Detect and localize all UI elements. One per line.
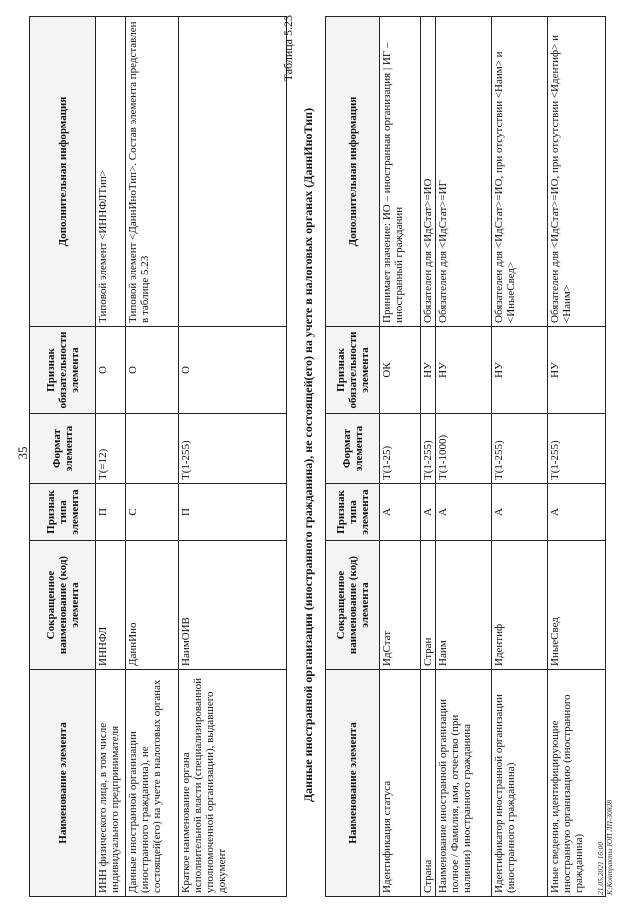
element-name-cell: Иные сведения, идентифицирующие иностранную организацию (иностранного гражданина) [548,670,606,897]
element-type-cell: А [548,484,606,541]
element-info-cell: Принимает значение: ИО – иностранная организация | ИГ – иностранный гражданин [380,17,421,327]
element-name-cell: Страна [421,670,436,897]
element-required-cell: НУ [492,327,548,414]
table-title: Данные иностранной организации (иностранного гражданина), не состоящей(его) на учете в налоговых органах (ДаннИноТип) [301,107,315,803]
footer-path: К;Контракты ЮП ЛП-30828 [605,799,614,895]
document-footer [596,800,614,895]
element-format-cell: T(=12) [96,414,126,484]
element-format-cell: T(1-1000) [436,414,492,484]
element-name-cell: Данные иностранной организации (иностранного гражданина), не состоящей(его) на учете в налоговых органах [126,670,179,897]
element-type-cell: П [96,484,126,541]
element-type-cell: А [436,484,492,541]
table-row [421,17,436,897]
column-header: Наименование элемента [30,670,96,897]
element-format-cell: T(1-255) [492,414,548,484]
element-info-cell: Обязателен для <ИдСтат>=ИО, при отсутствии <Наим> и <ИныеСвед> [492,17,548,327]
column-header: Признак обязательности элемента [326,327,380,414]
element-code-cell: ДаннИно [126,541,179,670]
element-name-cell: Краткое наименование органа исполнительной власти (специализированной уполномоченной организации), выдавшего документ [179,670,287,897]
table-number-label: Таблица 5.23 [281,15,295,82]
table-header-row [30,17,96,897]
column-header: Признак обязательности элемента [30,327,96,414]
element-type-cell: П [179,484,287,541]
footer-timestamp: 21.05.2021 16:00 [596,841,605,895]
column-header: Формат элемента [326,414,380,484]
table-row [126,17,179,897]
element-code-cell: НаимОИВ [179,541,287,670]
column-header: Признак типа элемента [326,484,380,541]
element-name-cell: Идентификация статуса [380,670,421,897]
column-header: Дополнительная информация [326,17,380,327]
element-type-cell: А [492,484,548,541]
table-5-23 [325,16,606,897]
element-format-cell: T(1-255) [548,414,606,484]
element-code-cell: ИдСтат [380,541,421,670]
element-code-cell: ИныеСвед [548,541,606,670]
table-row [179,17,287,897]
element-type-cell: А [421,484,436,541]
element-info-cell: Типовой элемент <ИННФЛТип> [96,17,126,327]
element-info-cell: Обязателен для <ИдСтат>=ИГ [436,17,492,327]
element-format-cell: T(1-255) [421,414,436,484]
table-row [436,17,492,897]
table-header-row [326,17,380,897]
column-header: Дополнительная информация [30,17,96,327]
column-header: Сокращенное наименование (код) элемента [326,541,380,670]
element-required-cell: ОК [380,327,421,414]
element-name-cell: ИНН физического лица, в том числе индивидуального предпринимателя [96,670,126,897]
table-row [96,17,126,897]
column-header: Формат элемента [30,414,96,484]
element-name-cell: Наименование иностранной организации полное / Фамилия, имя, отчество (при наличии) иностранного гражданина [436,670,492,897]
element-type-cell: С [126,484,179,541]
element-required-cell: НУ [421,327,436,414]
element-name-cell: Идентификатор иностранной организации (иностранного гражданина) [492,670,548,897]
element-format-cell: T(1-25) [380,414,421,484]
element-code-cell: Наим [436,541,492,670]
element-required-cell: О [179,327,287,414]
element-info-cell: Обязателен для <ИдСтат>=ИО, при отсутствии <Идентиф> и <Наим> [548,17,606,327]
element-code-cell: Идентиф [492,541,548,670]
table-row [380,17,421,897]
element-code-cell: ИННФЛ [96,541,126,670]
column-header: Наименование элемента [326,670,380,897]
element-info-cell: Типовой элемент <ДаннИноТип>. Состав элемента представлен в таблице 5.23 [126,17,179,327]
element-format-cell [126,414,179,484]
page-number: 35 [15,446,30,460]
column-header: Сокращенное наименование (код) элемента [30,541,96,670]
element-required-cell: О [96,327,126,414]
element-code-cell: Стран [421,541,436,670]
table-row [492,17,548,897]
table-row [548,17,606,897]
element-required-cell: О [126,327,179,414]
column-header: Признак типа элемента [30,484,96,541]
element-type-cell: А [380,484,421,541]
element-info-cell [179,17,287,327]
element-required-cell: НУ [548,327,606,414]
element-required-cell: НУ [436,327,492,414]
table-continuation [29,16,287,897]
element-info-cell: Обязателен для <ИдСтат>=ИО [421,17,436,327]
element-format-cell: T(1-255) [179,414,287,484]
